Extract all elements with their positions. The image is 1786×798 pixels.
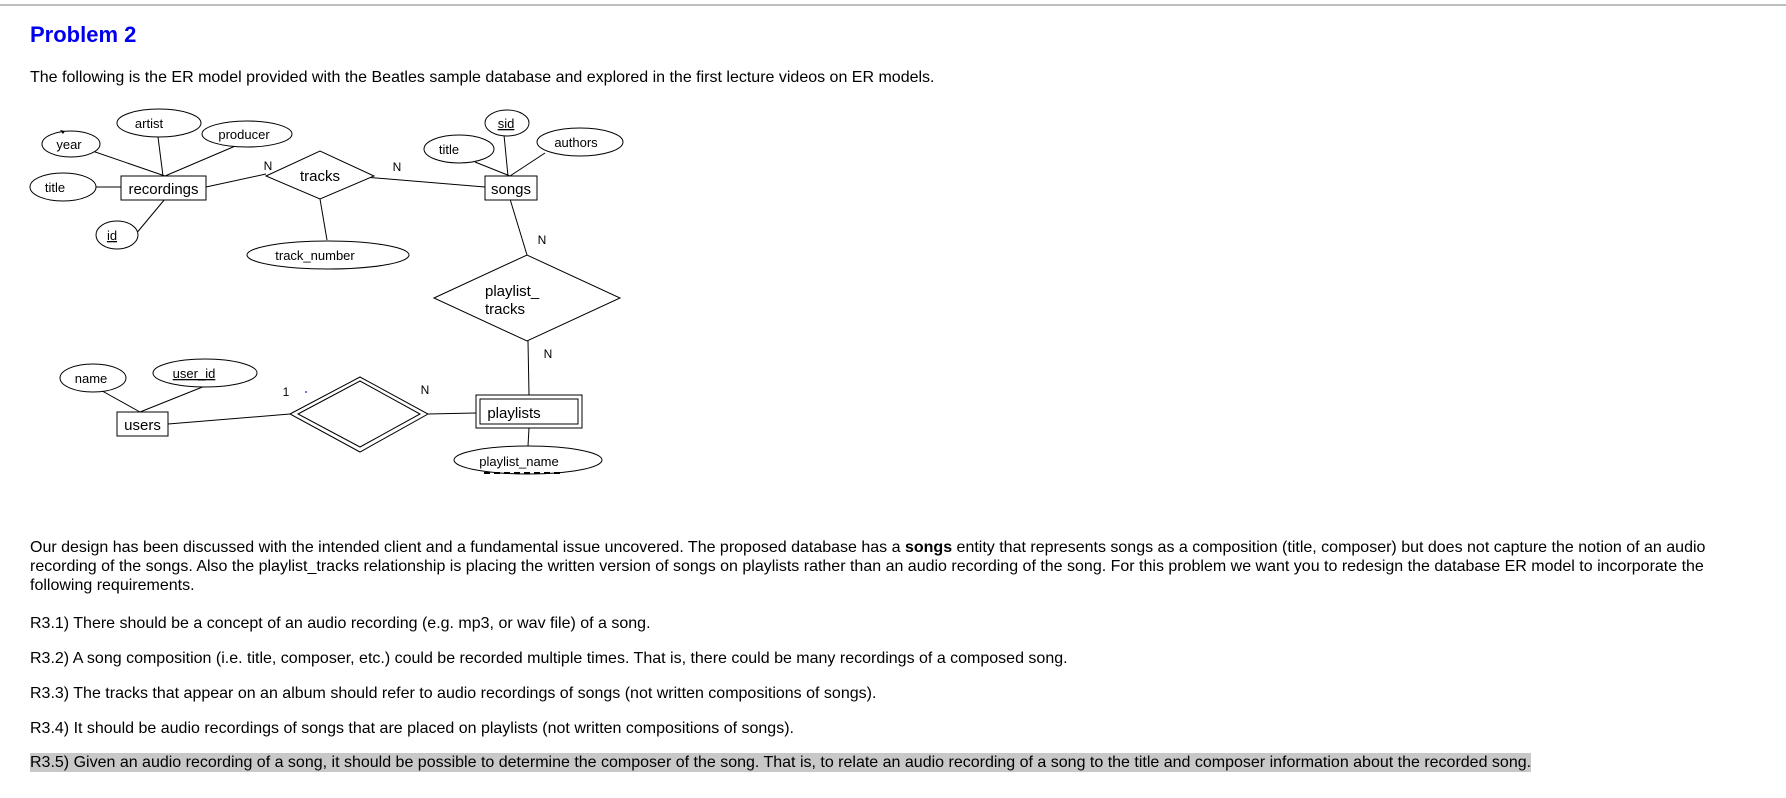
attribute-year bbox=[42, 130, 100, 157]
cardinality-label: 1 bbox=[282, 385, 290, 399]
relationship-label: tracks bbox=[299, 168, 341, 185]
requirement-item: R3.4) It should be audio recordings of songs that are placed on playlists (not written compositions of songs). bbox=[30, 720, 794, 737]
attribute-authors bbox=[537, 128, 623, 156]
cardinality-label: N bbox=[263, 159, 273, 173]
attribute-playlist-name bbox=[454, 446, 602, 474]
attribute-artist bbox=[117, 109, 201, 137]
svg-text:title: title bbox=[438, 142, 460, 157]
relationship-tracks bbox=[263, 151, 374, 199]
entity-label: recordings bbox=[128, 181, 199, 198]
svg-text:sid: sid bbox=[497, 116, 515, 131]
entity-label: playlists bbox=[487, 405, 541, 422]
attribute-songs-title bbox=[424, 135, 494, 163]
requirement-item: R3.2) A song composition (i.e. title, composer, etc.) could be recorded multiple times. That is, there could be many recordings of a composed song. bbox=[30, 650, 1068, 667]
intro-paragraph: The following is the ER model provided with the Beatles sample database and explored in the first lecture videos on ER models. bbox=[30, 69, 935, 86]
svg-text:playlist_name: playlist_name bbox=[479, 454, 559, 469]
svg-text:authors: authors bbox=[554, 135, 598, 150]
svg-text:id: id bbox=[106, 228, 118, 243]
svg-text:artist: artist bbox=[134, 116, 164, 131]
svg-text:title: title bbox=[44, 180, 66, 195]
cardinality-label: N bbox=[420, 383, 430, 397]
cardinality-label: N bbox=[537, 233, 547, 247]
er-diagram bbox=[0, 100, 640, 485]
attribute-producer bbox=[202, 121, 292, 147]
discussion-text: entity that represents songs as a composition (title, composer) but does not capture the notion of an audio recording of the songs. Also the playlist_tracks relationship is placing the written version of songs on playlists rather than an audio recording of the song. For this problem we want you to redesign the database ER model to incorporate the following requirements. bbox=[30, 539, 1706, 594]
svg-text:track_number: track_number bbox=[275, 248, 355, 263]
entity-playlists bbox=[476, 395, 582, 428]
entity-label: songs bbox=[490, 181, 532, 198]
requirement-item: R3.1) There should be a concept of an audio recording (e.g. mp3, or wav file) of a song. bbox=[30, 615, 651, 632]
top-divider bbox=[0, 4, 1786, 6]
attribute-track-number bbox=[247, 241, 409, 269]
discussion-bold-term: songs bbox=[904, 539, 953, 556]
attribute-sid bbox=[485, 110, 529, 136]
entity-recordings bbox=[121, 176, 206, 200]
cardinality-label: N bbox=[543, 347, 553, 361]
attribute-user-id bbox=[153, 359, 257, 387]
problem-title: Problem 2 bbox=[30, 22, 137, 47]
attribute-recordings-id bbox=[96, 221, 138, 249]
svg-text:user_id: user_id bbox=[172, 366, 216, 381]
entity-label: users bbox=[124, 417, 161, 434]
entity-users bbox=[117, 412, 168, 436]
attribute-recordings-title bbox=[30, 173, 96, 201]
cardinality-label: N bbox=[392, 160, 402, 174]
attribute-name bbox=[60, 364, 126, 392]
relationship-playlist-tracks bbox=[434, 255, 620, 341]
svg-text:producer: producer bbox=[218, 127, 270, 142]
svg-text:name: name bbox=[74, 371, 108, 386]
discussion-paragraph bbox=[30, 538, 1770, 595]
requirement-item: R3.3) The tracks that appear on an album should refer to audio recordings of songs (not written compositions of songs). bbox=[30, 685, 877, 702]
entity-songs bbox=[485, 176, 537, 200]
svg-text:year: year bbox=[56, 137, 82, 152]
relationship-label: tracks bbox=[485, 301, 526, 318]
relationship-identifying bbox=[290, 377, 428, 452]
discussion-text: Our design has been discussed with the intended client and a fundamental issue uncovered. The proposed database has a bbox=[30, 539, 905, 556]
requirement-item-selected: R3.5) Given an audio recording of a song, it should be possible to determine the composer of the song. That is, to relate an audio recording of a song to the title and composer information about the recorded song. bbox=[30, 754, 1532, 771]
stray-dot bbox=[305, 391, 307, 393]
relationship-label: playlist_ bbox=[485, 283, 540, 300]
